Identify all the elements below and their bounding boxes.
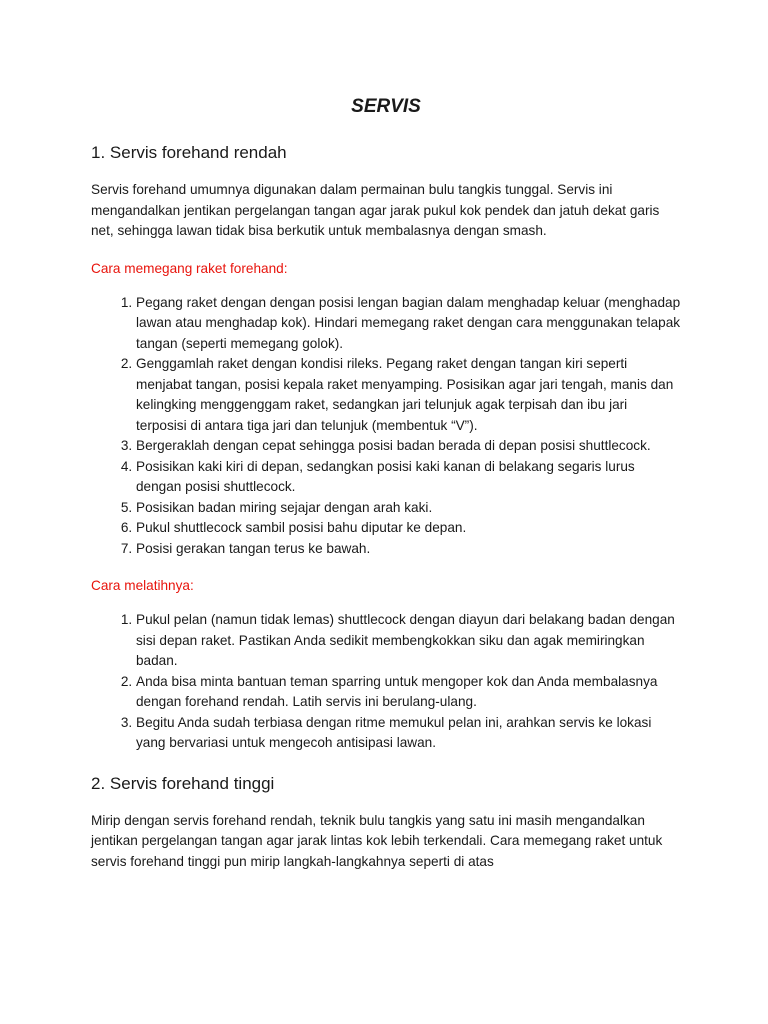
list-item: 1. Pukul pelan (namun tidak lemas) shuttlecock dengan diayun dari belakang badan dengan sisi depan raket. Pastikan Anda sedikit membengkokkan siku dan agak memiringkan badan. (136, 610, 681, 672)
section-intro-paragraph: Servis forehand umumnya digunakan dalam permainan bulu tangkis tunggal. Servis ini mengandalkan jentikan pergelangan tangan agar jarak pukul kok pendek dan jatuh dekat garis net, sehingga lawan tidak bisa berkutik untuk membalasnya dengan smash. (91, 182, 660, 238)
list-item: 1. Pegang raket dengan dengan posisi lengan bagian dalam menghadap keluar (menghadap lawan atau menghadap kok). Hindari memegang raket dengan cara menggunakan telapak tangan (seperti memegang golok). (136, 293, 681, 355)
list-item: 5. Posisikan badan miring sejajar dengan arah kaki. (136, 498, 681, 519)
list-item: 3. Begitu Anda sudah terbiasa dengan ritme memukul pelan ini, arahkan servis ke lokasi yang bervariasi untuk mengecoh antisipasi lawan. (136, 713, 681, 754)
list-item: 2. Anda bisa minta bantuan teman sparring untuk mengoper kok dan Anda membalasnya dengan forehand rendah. Latih servis ini berulang-ulang. (136, 672, 681, 713)
list-item: 2. Genggamlah raket dengan kondisi rileks. Pegang raket dengan tangan kiri seperti menjabat tangan, posisi kepala raket menyamping. Posisikan agar jari tengah, manis dan kelingking menggenggam raket, sedangkan jari telunjuk agak terpisah dan ibu jari terposisi di antara tiga jari dan telunjuk (membentuk “V”). (136, 354, 681, 436)
section-heading-servis-forehand-tinggi: 2. Servis forehand tinggi (91, 773, 275, 793)
list-item: 4. Posisikan kaki kiri di depan, sedangkan posisi kaki kanan di belakang segaris lurus dengan posisi shuttlecock. (136, 457, 681, 498)
practice-subheading: Cara melatihnya: (91, 578, 194, 593)
grip-steps-list (91, 293, 681, 560)
list-item: 7. Posisi gerakan tangan terus ke bawah. (136, 539, 681, 560)
document-content (91, 92, 681, 889)
grip-subheading: Cara memegang raket forehand: (91, 260, 288, 276)
section-heading-servis-forehand-rendah: 1. Servis forehand rendah (91, 143, 287, 162)
section-intro-paragraph: Mirip dengan servis forehand rendah, teknik bulu tangkis yang satu ini masih mengandalkan jentikan pergelangan tangan agar jarak lintas kok lebih terkendali. Cara memegang raket untuk servis forehand tinggi pun mirip langkah-langkahnya seperti di atas (91, 812, 663, 869)
practice-steps-list (91, 610, 681, 754)
document-title: SERVIS (351, 96, 421, 117)
list-item: 3. Bergeraklah dengan cepat sehingga posisi badan berada di depan posisi shuttlecock. (136, 436, 681, 457)
list-item: 6. Pukul shuttlecock sambil posisi bahu diputar ke depan. (136, 518, 681, 539)
